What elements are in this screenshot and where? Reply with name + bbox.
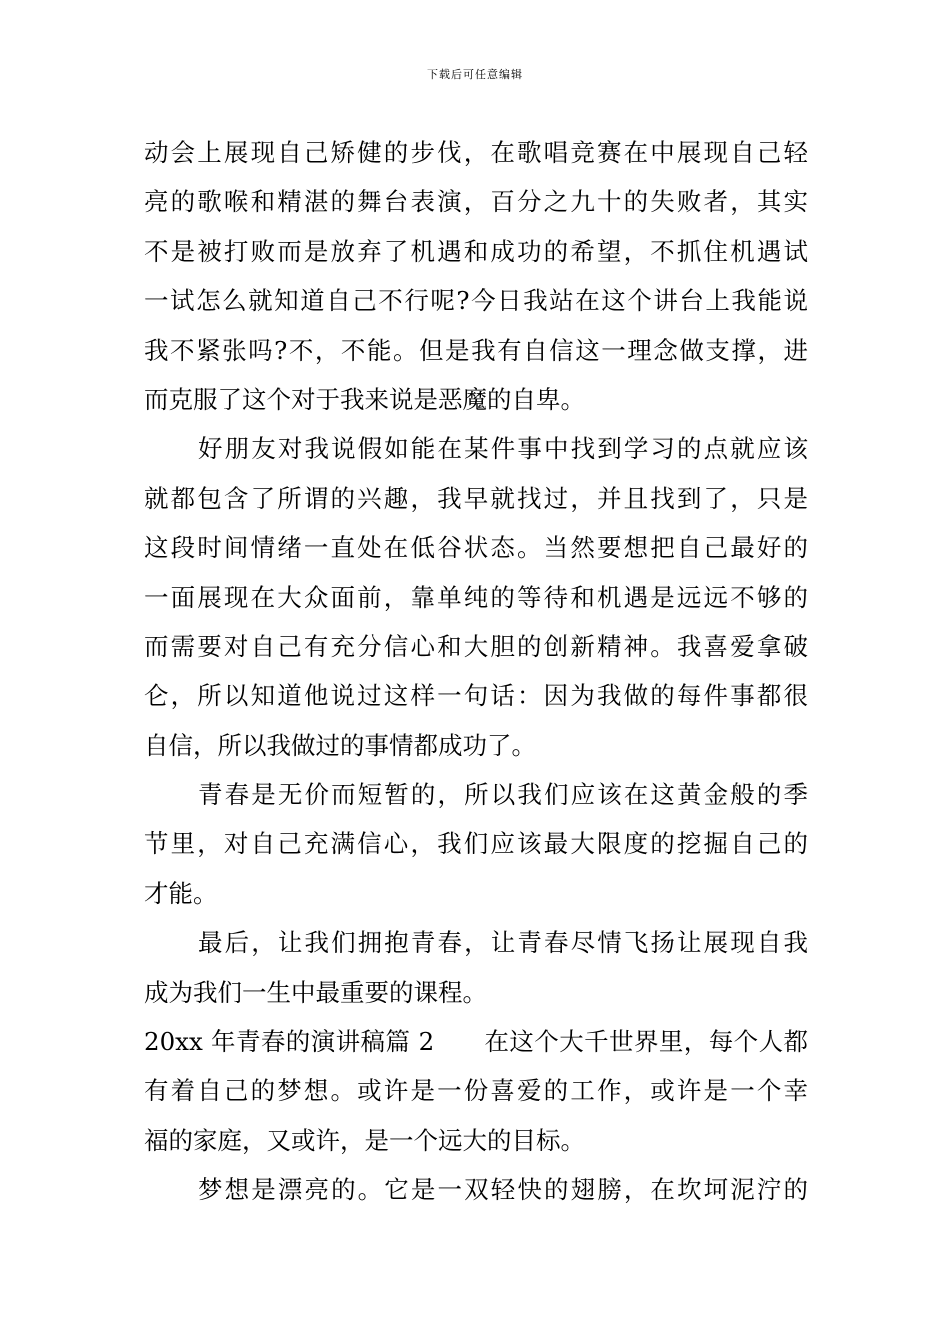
text-line: 亮的歌喉和精湛的舞台表演，百分之九十的失败者，其实 <box>144 187 808 217</box>
section-heading-line: 20xx 年青春的演讲稿篇 2 在这个大千世界里，每个人都 <box>144 1027 808 1057</box>
text-line: 而需要对自己有充分信心和大胆的创新精神。我喜爱拿破 <box>144 631 808 661</box>
text-line: 我不紧张吗?不，不能。但是我有自信这一理念做支撑，进 <box>144 335 808 365</box>
text-line: 就都包含了所谓的兴趣，我早就找过，并且找到了，只是 <box>144 483 808 513</box>
text-line: 一面展现在大众面前，靠单纯的等待和机遇是远远不够的 <box>144 582 808 612</box>
text-line: 自信，所以我做过的事情都成功了。 <box>144 730 536 760</box>
paragraph-start-line: 最后，让我们拥抱青春，让青春尽情飞扬让展现自我 <box>198 928 808 958</box>
text-line: 仑，所以知道他说过这样一句话：因为我做的每件事都很 <box>144 681 808 711</box>
paragraph-start-line: 梦想是漂亮的。它是一双轻快的翅膀，在坎坷泥泞的 <box>198 1175 808 1205</box>
text-line: 有着自己的梦想。或许是一份喜爱的工作，或许是一个幸 <box>144 1076 808 1106</box>
text-line: 福的家庭，又或许，是一个远大的目标。 <box>144 1125 585 1155</box>
text-line: 这段时间情绪一直处在低谷状态。当然要想把自己最好的 <box>144 533 808 563</box>
page-header: 下载后可任意编辑 <box>427 68 523 81</box>
text-line: 成为我们一生中最重要的课程。 <box>144 977 487 1007</box>
text-line: 才能。 <box>144 878 218 908</box>
text-line: 不是被打败而是放弃了机遇和成功的希望，不抓住机遇试 <box>144 236 808 266</box>
paragraph-start-line: 好朋友对我说假如能在某件事中找到学习的点就应该 <box>198 434 808 464</box>
text-line: 一试怎么就知道自己不行呢?今日我站在这个讲台上我能说 <box>144 286 808 316</box>
document-body <box>144 128 808 1215</box>
text-line: 而克服了这个对于我来说是恶魔的自卑。 <box>144 384 585 414</box>
paragraph-start-line: 青春是无价而短暂的，所以我们应该在这黄金般的季 <box>198 780 808 810</box>
text-line: 节里，对自己充满信心，我们应该最大限度的挖掘自己的 <box>144 829 808 859</box>
text-line: 动会上展现自己矫健的步伐，在歌唱竞赛在中展现自己轻 <box>144 138 808 167</box>
